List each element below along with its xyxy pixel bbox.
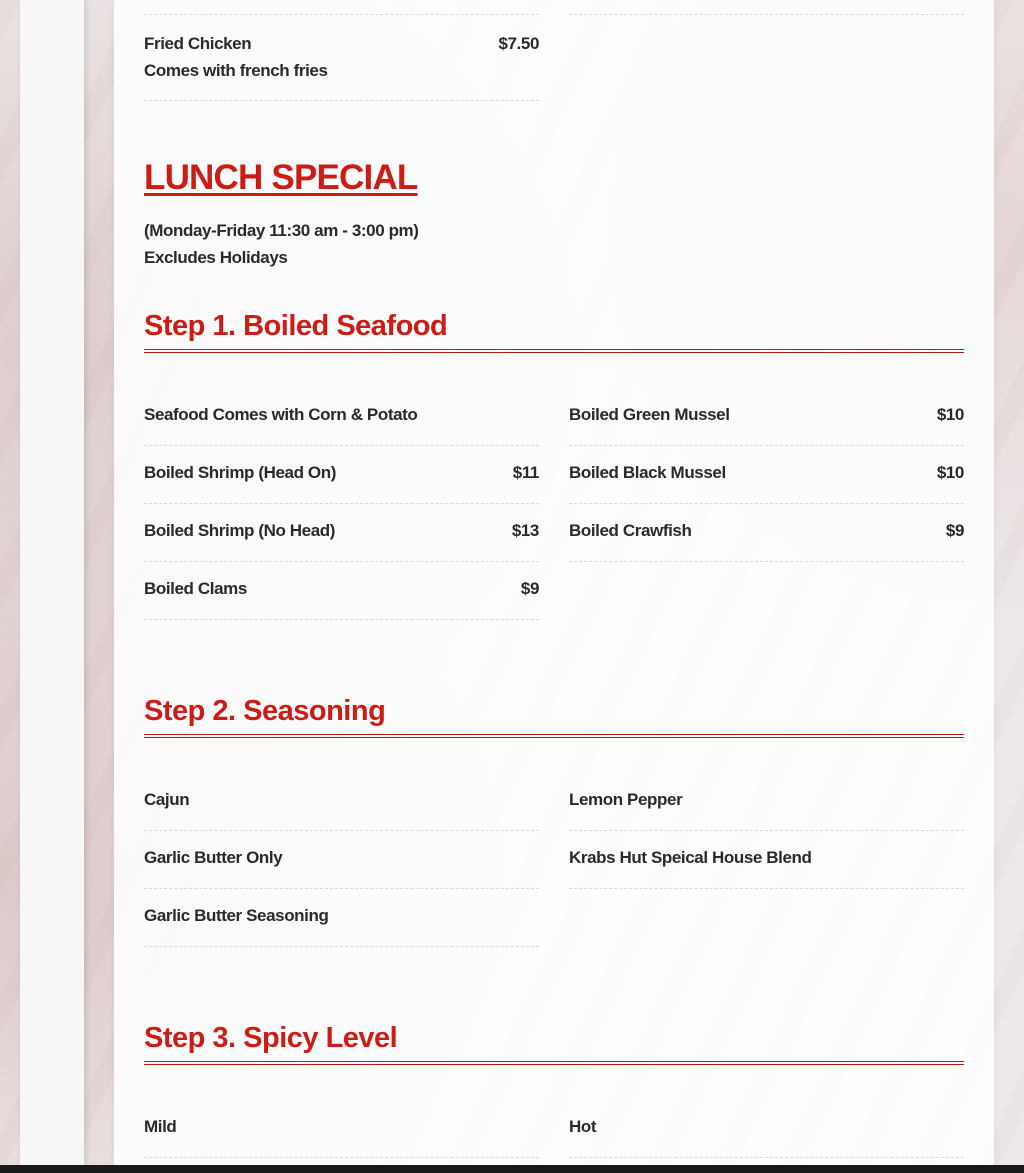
menu-item bbox=[569, 521, 964, 562]
menu-item bbox=[569, 848, 964, 889]
divider bbox=[144, 14, 539, 15]
menu-item-name: Boiled Clams bbox=[144, 579, 247, 598]
menu-item-name: Krabs Hut Speical House Blend bbox=[569, 848, 812, 867]
menu-item bbox=[569, 463, 964, 504]
menu-item-price: $10 bbox=[936, 463, 964, 482]
menu-item-name: Boiled Black Mussel bbox=[569, 463, 726, 482]
menu-item-name: Boiled Shrimp (No Head) bbox=[144, 521, 336, 540]
step1-title: Step 1. Boiled Seafood bbox=[144, 310, 448, 342]
divider bbox=[569, 14, 964, 15]
step2-rule bbox=[144, 734, 964, 738]
menu-item-name: Mild bbox=[144, 1117, 177, 1136]
menu-item-name: Fried Chicken bbox=[144, 34, 252, 53]
menu-item-name: Seafood Comes with Corn & Potato bbox=[144, 405, 418, 424]
menu-item bbox=[144, 463, 539, 504]
lunch-special-hours: (Monday-Friday 11:30 am - 3:00 pm) bbox=[144, 221, 419, 240]
menu-item bbox=[144, 405, 539, 446]
menu-item-price: $13 bbox=[511, 521, 539, 540]
menu-item-name: Lemon Pepper bbox=[569, 790, 683, 809]
menu-item bbox=[144, 1117, 539, 1158]
menu-item-name: Hot bbox=[569, 1117, 597, 1136]
menu-item bbox=[569, 790, 964, 831]
menu-item-fried-chicken bbox=[144, 34, 539, 101]
step2-title: Step 2. Seasoning bbox=[144, 695, 386, 727]
menu-item bbox=[569, 1117, 964, 1158]
menu-item-name: Garlic Butter Only bbox=[144, 848, 283, 867]
menu-item-name: Cajun bbox=[144, 790, 190, 809]
menu-item bbox=[144, 906, 539, 947]
menu-item-name: Boiled Crawfish bbox=[569, 521, 692, 540]
menu-item bbox=[569, 405, 964, 446]
menu-item-price: $9 bbox=[520, 579, 539, 598]
bottom-bar bbox=[0, 1165, 1024, 1173]
step3-title: Step 3. Spicy Level bbox=[144, 1022, 398, 1054]
menu-item-price: $11 bbox=[512, 463, 539, 482]
menu-item bbox=[144, 579, 539, 620]
menu-item-name: Garlic Butter Seasoning bbox=[144, 906, 329, 925]
left-side-strip bbox=[20, 0, 84, 1165]
menu-item bbox=[144, 790, 539, 831]
menu-item-name: Boiled Green Mussel bbox=[569, 405, 730, 424]
lunch-special-note: Excludes Holidays bbox=[144, 248, 288, 267]
lunch-special-title: LUNCH SPECIAL bbox=[144, 158, 418, 197]
menu-item-price: $7.50 bbox=[498, 34, 539, 53]
menu-item-price: $9 bbox=[945, 521, 964, 540]
menu-item-price: $10 bbox=[936, 405, 964, 424]
step3-rule bbox=[144, 1061, 964, 1065]
menu-item-name: Boiled Shrimp (Head On) bbox=[144, 463, 336, 482]
menu-item bbox=[144, 848, 539, 889]
menu-item bbox=[144, 521, 539, 562]
menu-item-description: Comes with french fries bbox=[144, 61, 328, 80]
step1-rule bbox=[144, 349, 964, 353]
